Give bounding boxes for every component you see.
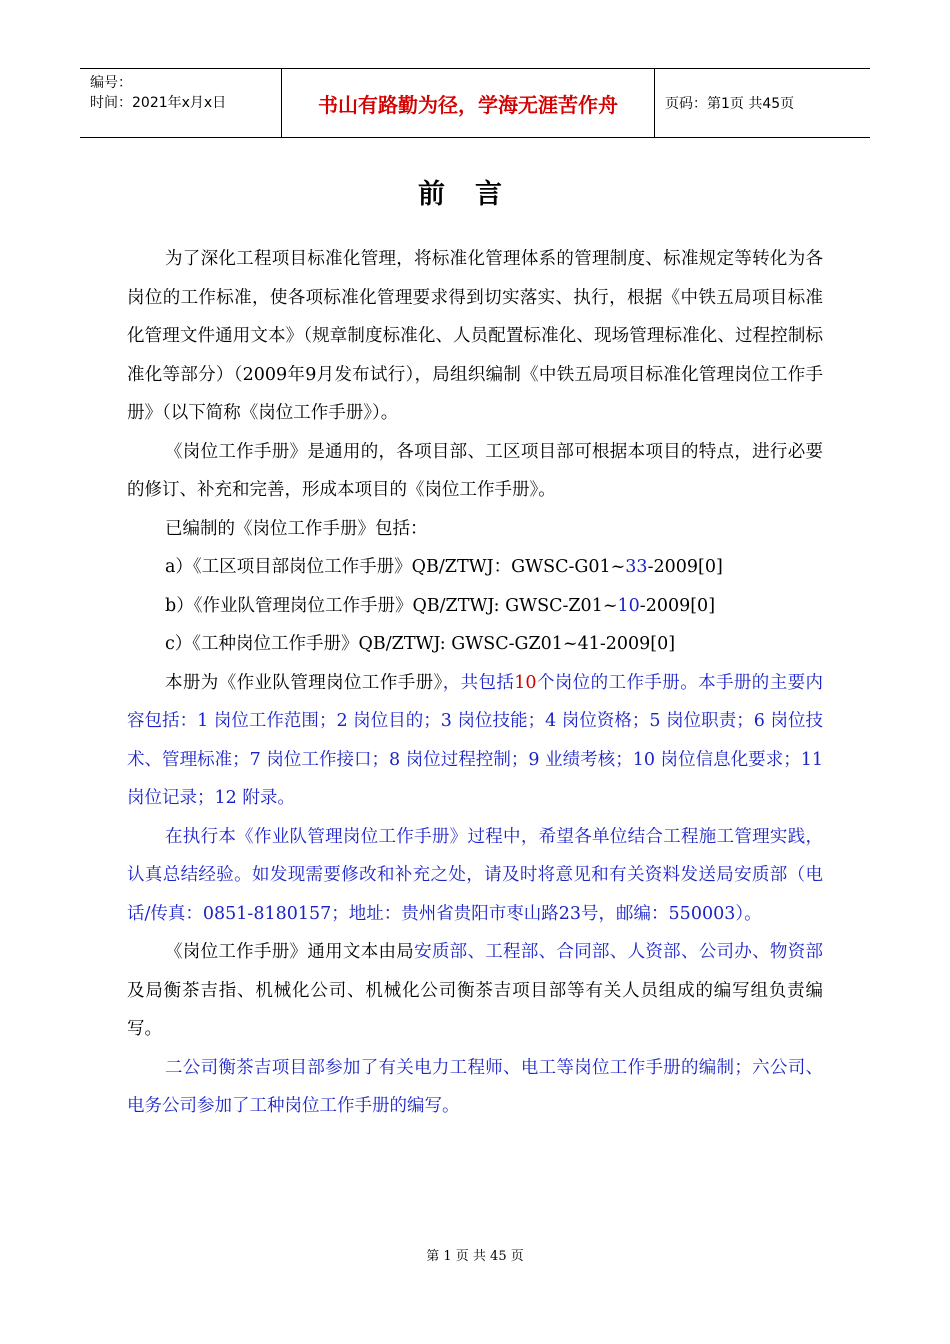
paragraph-authors: 《岗位工作手册》通用文本由局安质部、工程部、合同部、人资部、公司办、物资部及局衡茶吉指、机械化公司、机械化公司衡茶吉项目部等有关人员组成的编写组负责编写。 xyxy=(127,942,824,1039)
paragraph-usage: 《岗位工作手册》是通用的，各项目部、工区项目部可根据本项目的特点，进行必要的修订、补充和完善，形成本项目的《岗位工作手册》。 xyxy=(127,441,823,500)
page-footer: 第 1 页 共 45 页 xyxy=(426,1249,524,1264)
document-number-label: 编号： xyxy=(90,75,132,91)
header-motto: 书山有路勤为径，学海无涯苦作舟 xyxy=(282,69,655,137)
list-item-a: a）《工区项目部岗位工作手册》QB/ZTWJ：GWSC-G01~33-2009[0] xyxy=(165,557,723,577)
list-item-c: c）《工种岗位工作手册》QB/ZTWJ: GWSC-GZ01~41-2009[0] xyxy=(165,634,676,654)
page-header xyxy=(80,68,870,138)
document-date: 时间：2021年x月x日 xyxy=(90,95,227,111)
paragraph-compiled: 已编制的《岗位工作手册》包括： xyxy=(165,518,428,539)
list-item-b: b）《作业队管理岗位工作手册》QB/ZTWJ: GWSC-Z01~10-2009[0] xyxy=(165,595,716,616)
paragraph-contents: 本册为《作业队管理岗位工作手册》，共包括10个岗位的工作手册。本手册的主要内容包括：1 岗位工作范围；2 岗位目的；3 岗位技能；4 岗位资格；5 岗位职责；6 岗位技术、管理标准；7 岗位工作接口；8 岗位过程控制；9 业绩考核；10 岗位信息化要求；11 岗位记录；12 附录。 xyxy=(127,672,824,808)
paragraph-feedback: 在执行本《作业队管理岗位工作手册》过程中，希望各单位结合工程施工管理实践，认真总结经验。如发现需要修改和补充之处，请及时将意见和有关资料发送局安质部（电话/传真：0851-8180157；地址：贵州省贵阳市枣山路23号，邮编：550003）。 xyxy=(127,826,823,924)
paragraph-contributors: 二公司衡茶吉项目部参加了有关电力工程师、电工等岗位工作手册的编制；六公司、电务公司参加了工种岗位工作手册的编写。 xyxy=(127,1057,823,1116)
paragraph-intro: 为了深化工程项目标准化管理，将标准化管理体系的管理制度、标准规定等转化为各岗位的工作标准，使各项标准化管理要求得到切实落实、执行，根据《中铁五局项目标准化管理文件通用文本》（规章制度标准化、人员配置标准化、现场管理标准化、过程控制标准化等部分）（2009年9月发布试行），局组织编制《中铁五局项目标准化管理岗位工作手册》（以下简称《岗位工作手册》）。 xyxy=(127,249,823,423)
document-body xyxy=(127,240,823,1126)
header-meta xyxy=(80,69,282,137)
header-page-number: 页码：第1页 共45页 xyxy=(665,96,795,112)
page-title: 前言 xyxy=(418,179,532,210)
